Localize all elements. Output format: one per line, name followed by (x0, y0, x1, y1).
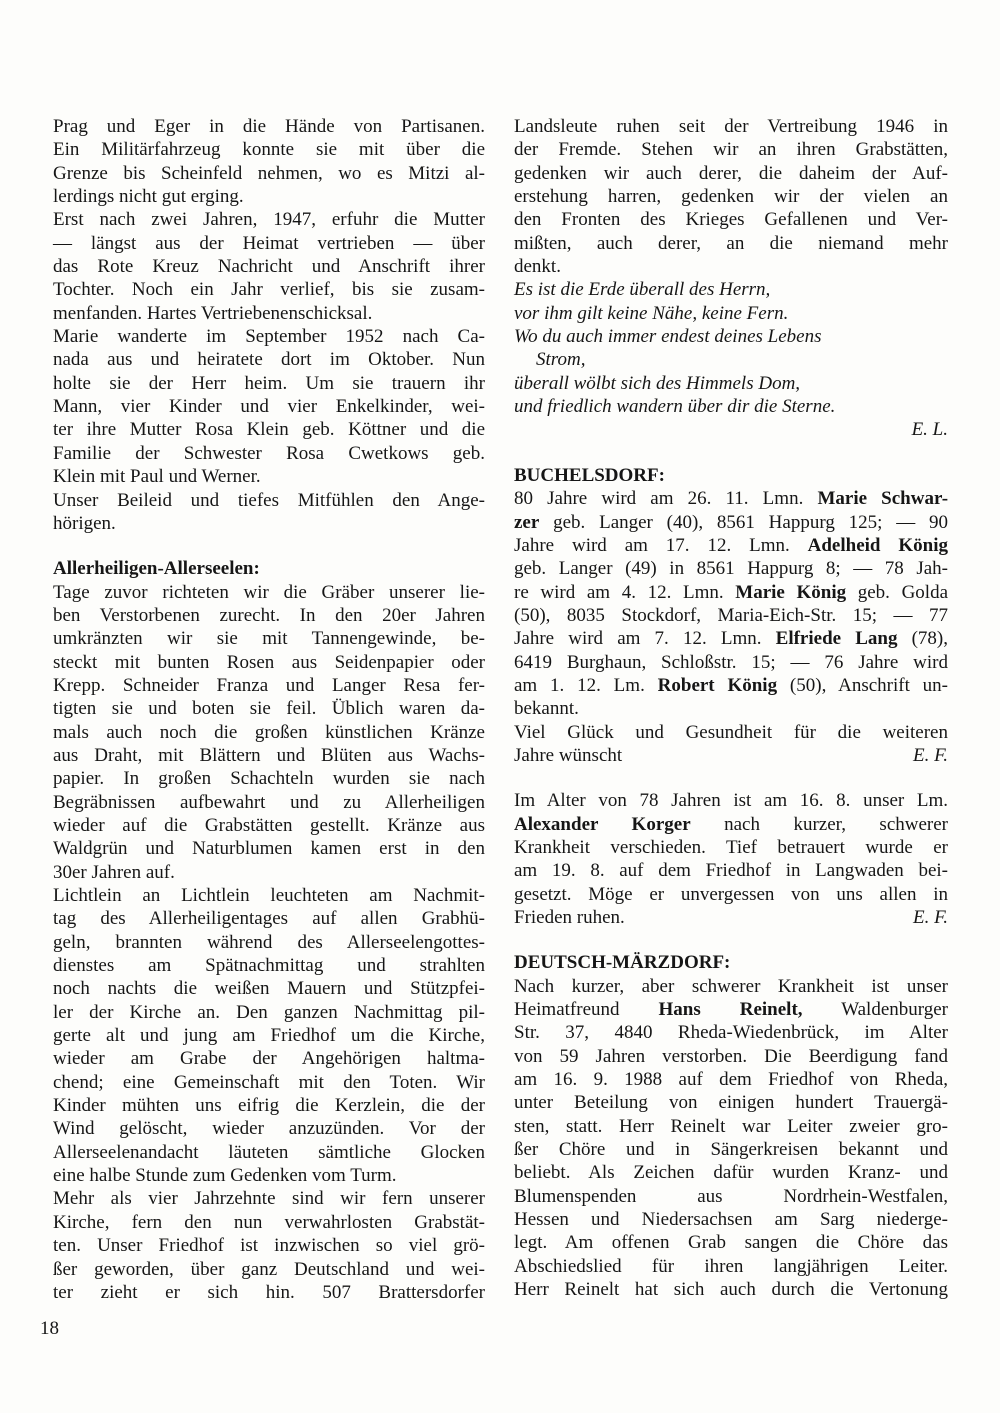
text-line: eine halbe Stunde zum Gedenken vom Turm. (53, 1165, 397, 1187)
signature: E. F. (912, 744, 948, 766)
text-line: Str. 37, 4840 Rheda-Wiedenbrück, im Alter (514, 1022, 948, 1044)
text-line: noch nachts die weißen Mauern und Stützpfei- (53, 978, 485, 1000)
text-line: Waldgrün und Naturblumen kamen erst in den (53, 838, 485, 860)
signature: E. F. (912, 907, 948, 928)
text-line: dienstes am Spätnachmittag und strahlten (53, 955, 485, 977)
text-line (514, 581, 948, 604)
text-segment: Waldenburger (841, 999, 949, 1021)
text-line: Mehr als vier Jahrzehnte sind wir fern unserer (53, 1188, 485, 1210)
text-line: ßer geworden, über ganz Deutschland und wei- (53, 1258, 485, 1280)
text-segment: Jahre wünscht (514, 744, 623, 766)
text-line: mals auch noch die großen künstlichen Kränze (53, 721, 485, 743)
text-line: Herr Reinelt hat sich auch durch die Vertonung (514, 1279, 948, 1301)
left-column (53, 115, 485, 1304)
text-line: Allerseelenandacht läuteten sämtliche Glocken (53, 1141, 485, 1163)
paragraph-partisanen (53, 115, 485, 208)
text-line: mißten, auch derer, an die niemand mehr (514, 232, 948, 254)
text-line: geln, brannten während des Allerseelengottes- (53, 931, 485, 953)
text-line: der Fremde. Stehen wir an ihren Grabstätten, (514, 139, 948, 161)
person-name: Hans Reinelt, (658, 999, 803, 1021)
text-line: 30er Jahren auf. (53, 861, 175, 883)
text-segment: Frieden ruhen. (514, 907, 625, 928)
heading-allerheiligen: Allerheiligen-Allerseelen: (53, 558, 260, 580)
poem-line: Es ist die Erde überall des Herrn, (514, 279, 771, 301)
text-line: Prag und Eger in die Hände von Partisanen. (53, 116, 485, 137)
text-line: Tochter. Noch ein Jahr verlief, bis sie zusam- (53, 279, 485, 301)
text-line: (50), 8035 Stockdorf, Maria-Eich-Str. 15; — 77 (514, 604, 948, 626)
text-line: Wind gelöscht, wieder anzuzünden. Vor der (53, 1118, 485, 1140)
text-line (514, 906, 948, 929)
paragraph-graeber (53, 581, 485, 884)
paragraph-korger (514, 789, 948, 929)
text-line: holte sie der Herr heim. Um sie trauern ihr (53, 372, 485, 394)
text-line: ben Verstorbenen zurecht. In den 20er Jahren (53, 604, 485, 626)
text-line: aus Draht, mit Blättern und Blüten aus Wachs- (53, 744, 485, 766)
text-line: ten. Unser Friedhof ist inzwischen so viel grö- (53, 1235, 485, 1257)
text-segment: Heimatfreund (514, 999, 620, 1021)
paragraph-beileid (53, 489, 485, 536)
text-line: Lichtlein an Lichtlein leuchteten am Nachmit- (53, 885, 485, 906)
paragraph-birthdays (514, 487, 948, 720)
text-line: wieder am Grabe der Angehörigen haltma- (53, 1048, 485, 1070)
text-segment: geb. Langer (40), 8561 Happurg 125; — 90 (553, 511, 948, 533)
text-line: Erst nach zwei Jahren, 1947, erfuhr die Mutter (53, 209, 485, 231)
page-number: 18 (40, 1318, 59, 1339)
text-line (514, 487, 948, 510)
text-line (514, 674, 948, 697)
poem (514, 278, 948, 441)
text-line: Grenze bis Scheinfeld nehmen, wo es Mitzi al- (53, 162, 485, 184)
text-line (514, 998, 948, 1021)
poem-signature: E. L. (911, 419, 948, 441)
text-line: unter Beteilung von einigen hundert Trauergä- (514, 1092, 948, 1114)
text-line: ßer Chöre und in Sängerkreisen bekannt und (514, 1139, 948, 1161)
paragraph-mutter (53, 208, 485, 325)
text-line: sten, statt. Herr Reinelt war Leiter zweier gro- (514, 1115, 948, 1137)
text-segment: 80 Jahre wird am 26. 11. Lmn. (514, 488, 804, 510)
text-segment: geb. Golda (857, 581, 949, 603)
text-segment: am 1. 12. Lm. (514, 674, 645, 696)
person-name: Marie Schwar- (817, 488, 949, 510)
text-line: Landsleute ruhen seit der Vertreibung 1946 in (514, 116, 948, 137)
text-line: 6419 Burghaun, Schloßstr. 15; — 76 Jahre wird (514, 651, 948, 673)
paragraph-wish (514, 721, 948, 768)
text-line: gedenken wir auch derer, die daheim der Auf- (514, 162, 948, 184)
text-line: Kinder mühten uns eifrig die Kerzlein, die der (53, 1095, 485, 1117)
text-line: hörigen. (53, 512, 116, 534)
text-line: bekannt. (514, 698, 579, 720)
text-line: ler der Kirche an. Den ganzen Nachmittag pil- (53, 1001, 485, 1023)
text-line: Familie der Schwester Rosa Cwetkows geb. (53, 442, 485, 464)
text-segment: (50), Anschrift un- (789, 674, 949, 696)
text-line: lerdings nicht gut erging. (53, 186, 244, 208)
text-line: ter ihre Mutter Rosa Klein geb. Köttner und die (53, 419, 485, 441)
text-line: Kirche, fern den nun verwahrlosten Grabstät- (53, 1211, 485, 1233)
text-line: Abschiedslied für ihren langjährigen Leiter. (514, 1255, 948, 1277)
text-line: Blumenspenden aus Nordrhein-Westfalen, (514, 1185, 948, 1207)
poem-line: überall wölbt sich des Himmels Dom, (514, 372, 801, 394)
text-segment: Jahre wird am 7. 12. Lmn. (514, 628, 762, 650)
text-line: steckt mit bunten Rosen aus Seidenpapier oder (53, 651, 485, 673)
text-line: am 19. 8. auf dem Friedhof in Langwaden bei- (514, 860, 948, 882)
text-line (514, 627, 948, 650)
spacer (514, 929, 948, 951)
text-line: beliebt. Als Zeichen dafür wurden Kranz- und (514, 1162, 948, 1184)
spacer (514, 442, 948, 464)
person-name: Marie König (735, 581, 847, 603)
text-line: Unser Beileid und tiefes Mitfühlen den Ange- (53, 489, 485, 511)
heading-buchelsdorf: BUCHELSDORF: (514, 464, 665, 486)
text-line: von 59 Jahren verstorben. Die Beerdigung fand (514, 1045, 948, 1067)
text-line: Krankheit verschieden. Tief betrauert wurde er (514, 836, 948, 858)
text-line (514, 534, 948, 557)
text-line: tag des Allerheiligentages auf allen Grabhü- (53, 908, 485, 930)
poem-line: Wo du auch immer endest deines Lebens (514, 326, 822, 348)
person-name: Alexander Korger (514, 813, 691, 835)
text-line: Viel Glück und Gesundheit für die weiteren (514, 721, 948, 743)
text-line: den Fronten des Krieges Gefallenen und Ver- (514, 209, 948, 231)
text-line: denkt. (514, 256, 561, 278)
text-line: Mann, vier Kinder und vier Enkelkinder, wei- (53, 396, 485, 418)
poem-line: Strom, (536, 349, 586, 371)
text-segment: (78), (911, 628, 949, 650)
text-line (514, 813, 948, 836)
spacer (53, 535, 485, 557)
spacer (514, 767, 948, 789)
text-line: umkränzten wir sie mit Tannengewinde, be- (53, 628, 485, 650)
text-segment: nach kurzer, schwerer (724, 813, 948, 835)
text-line: das Rote Kreuz Nachricht und Anschrift ihrer (53, 256, 485, 278)
text-segment: re wird am 4. 12. Lmn. (514, 581, 724, 603)
text-line: Ein Militärfahrzeug konnte sie mit über die (53, 139, 485, 161)
text-line: ter zieht er sich hin. 507 Brattersdorfer (53, 1281, 485, 1303)
person-name: Elfriede Lang (775, 628, 898, 650)
text-segment: Jahre wird am 17. 12. Lmn. (514, 534, 790, 556)
text-line: wieder auf die Grabstätten gestellt. Kränze aus (53, 814, 485, 836)
text-line: chend; eine Gemeinschaft mit den Toten. Wir (53, 1071, 485, 1093)
text-line (514, 511, 948, 534)
text-line: Tage zuvor richteten wir die Gräber unserer lie- (53, 581, 485, 603)
paragraph-marie (53, 325, 485, 488)
text-line: geb. Langer (49) in 8561 Happurg 8; — 78 Jah- (514, 558, 948, 580)
text-line: nada aus und heiratete dort im Oktober. Nun (53, 349, 485, 371)
text-line: — längst aus der Heimat vertrieben — über (53, 232, 485, 254)
text-line: am 16. 9. 1988 auf dem Friedhof von Rheda, (514, 1069, 948, 1091)
paragraph-landsleute (514, 115, 948, 278)
text-line: Begräbnissen aufbewahrt und zu Allerheiligen (53, 791, 485, 813)
text-line: Klein mit Paul und Werner. (53, 466, 261, 488)
right-column (514, 115, 948, 1302)
text-line: gesetzt. Möge er unvergessen von uns allen in (514, 883, 948, 905)
person-name: zer (514, 511, 540, 533)
text-line: papier. In großen Schachteln wurden sie nach (53, 768, 485, 790)
poem-line: vor ihm gilt keine Nähe, keine Fern. (514, 302, 789, 324)
person-name: Adelheid König (807, 534, 949, 556)
text-line: Hessen und Niedersachsen am Sarg niederge- (514, 1209, 948, 1231)
paragraph-lichtlein (53, 884, 485, 1187)
poem-line: und friedlich wandern über dir die Sterne. (514, 396, 836, 418)
text-line: Nach kurzer, aber schwerer Krankheit ist unser (514, 975, 948, 997)
person-name: Robert König (657, 674, 778, 696)
text-line: Marie wanderte im September 1952 nach Ca- (53, 326, 485, 348)
text-line: erstehung harren, gedenken wir der vielen an (514, 186, 948, 208)
text-line: tigten sie und boten sie feil. Üblich waren da- (53, 698, 485, 720)
text-line: legt. Am offenen Grab sangen die Chöre das (514, 1232, 948, 1254)
paragraph-jahrzehnte (53, 1187, 485, 1304)
paragraph-reinelt (514, 975, 948, 1302)
text-line: menfanden. Hartes Vertriebenenschicksal. (53, 302, 373, 324)
text-line: Im Alter von 78 Jahren ist am 16. 8. unser Lm. (514, 790, 948, 812)
heading-deutsch-maerzdorf: DEUTSCH-MÄRZDORF: (514, 952, 731, 974)
text-line: gerte alt und jung am Friedhof um die Kirche, (53, 1025, 485, 1047)
text-line: Krepp. Schneider Franza und Langer Resa fer- (53, 674, 485, 696)
text-line (514, 744, 948, 767)
